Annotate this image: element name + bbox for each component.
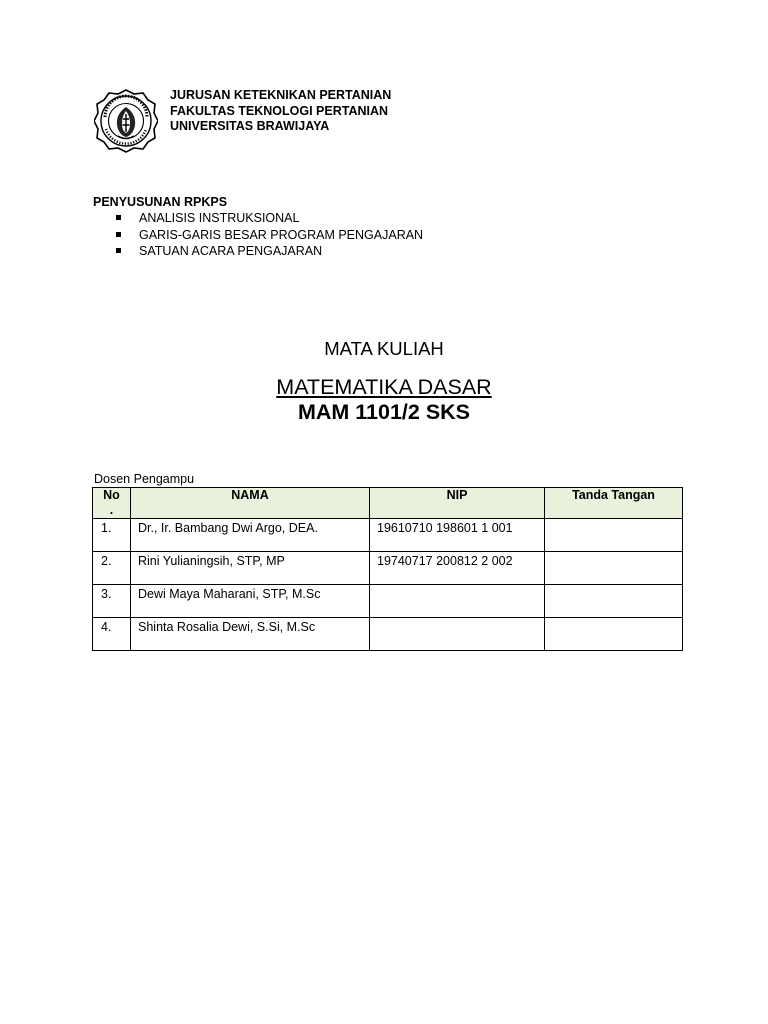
lecturers-table bbox=[92, 487, 683, 651]
course-label: MATA KULIAH bbox=[324, 338, 444, 359]
column-header-no-text: No . bbox=[103, 488, 120, 517]
course-name: MATEMATIKA DASAR bbox=[276, 375, 492, 399]
course-code: MAM 1101/2 SKS bbox=[297, 400, 471, 424]
cell-nip: 19740717 200812 2 002 bbox=[370, 552, 545, 585]
university-seal-icon bbox=[94, 89, 158, 153]
cell-signature bbox=[545, 519, 683, 552]
department-name: JURUSAN KETEKNIKAN PERTANIAN bbox=[170, 88, 392, 102]
table-row bbox=[93, 552, 683, 585]
list-item bbox=[115, 210, 423, 227]
column-header-signature: Tanda Tangan bbox=[545, 488, 683, 519]
lecturers-label: Dosen Pengampu bbox=[94, 472, 195, 486]
cell-no: 4. bbox=[93, 618, 131, 651]
table-row bbox=[93, 618, 683, 651]
section-title: PENYUSUNAN RPKPS bbox=[93, 195, 228, 209]
column-header-nip: NIP bbox=[370, 488, 545, 519]
cell-name: Rini Yulianingsih, STP, MP bbox=[131, 552, 370, 585]
table-row bbox=[93, 519, 683, 552]
cell-signature bbox=[545, 552, 683, 585]
institution-header bbox=[170, 88, 391, 135]
list-item-label: ANALISIS INSTRUKSIONAL bbox=[139, 211, 300, 225]
cell-name: Dewi Maya Maharani, STP, M.Sc bbox=[131, 585, 370, 618]
faculty-name: FAKULTAS TEKNOLOGI PERTANIAN bbox=[170, 103, 389, 118]
cell-nip bbox=[370, 618, 545, 651]
square-bullet-icon bbox=[116, 215, 121, 220]
university-name: UNIVERSITAS BRAWIJAYA bbox=[170, 119, 330, 133]
square-bullet-icon bbox=[116, 232, 121, 237]
cell-no: 1. bbox=[93, 519, 131, 552]
list-item-label: GARIS-GARIS BESAR PROGRAM PENGAJARAN bbox=[139, 227, 424, 242]
document-list bbox=[115, 210, 423, 260]
cell-signature bbox=[545, 585, 683, 618]
square-bullet-icon bbox=[116, 248, 121, 253]
list-item bbox=[115, 243, 423, 260]
cell-no: 2. bbox=[93, 552, 131, 585]
list-item-label: SATUAN ACARA PENGAJARAN bbox=[139, 244, 323, 258]
list-item bbox=[115, 227, 423, 244]
cell-nip: 19610710 198601 1 001 bbox=[370, 519, 545, 552]
table-row bbox=[93, 585, 683, 618]
column-header-name: NAMA bbox=[131, 488, 370, 519]
table-header-row bbox=[93, 488, 683, 519]
cell-no: 3. bbox=[93, 585, 131, 618]
column-header-no bbox=[93, 488, 131, 519]
cell-name: Dr., Ir. Bambang Dwi Argo, DEA. bbox=[131, 519, 370, 552]
cell-nip bbox=[370, 585, 545, 618]
cell-signature bbox=[545, 618, 683, 651]
cell-name: Shinta Rosalia Dewi, S.Si, M.Sc bbox=[131, 618, 370, 651]
